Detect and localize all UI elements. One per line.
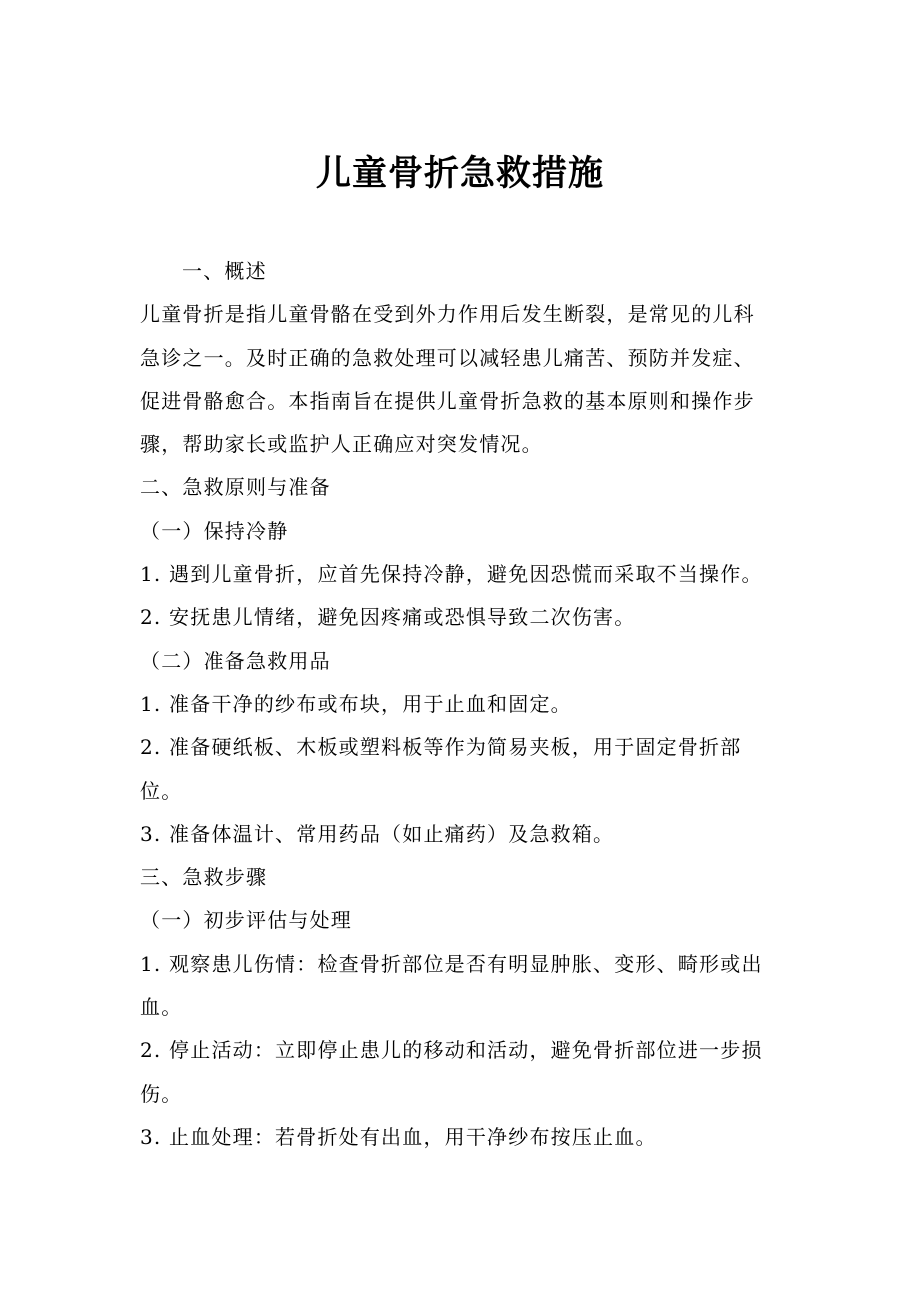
subsection-heading-supplies: （二）准备急救用品 <box>140 648 331 673</box>
subsection-heading-assessment: （一）初步评估与处理 <box>140 908 352 933</box>
paragraph-line: 促进骨骼愈合。本指南旨在提供儿童骨折急救的基本原则和操作步 <box>140 388 755 413</box>
section-heading-steps: 三、急救步骤 <box>140 865 268 890</box>
document-title: 儿童骨折急救措施 <box>315 154 604 194</box>
document-body <box>140 250 790 1159</box>
list-item: 1. 遇到儿童骨折，应首先保持冷静，避免因恐慌而采取不当操作。 <box>140 562 763 587</box>
section-heading-principles: 二、急救原则与准备 <box>140 475 331 500</box>
list-item: 1. 准备干净的纱布或布块，用于止血和固定。 <box>140 691 572 716</box>
list-item-continuation: 血。 <box>140 995 183 1020</box>
section-heading-overview: 一、概述 <box>182 259 267 283</box>
list-item: 3. 准备体温计、常用药品（如止痛药）及急救箱。 <box>140 821 615 846</box>
list-item: 2. 安抚患儿情绪，避免因疼痛或恐惧导致二次伤害。 <box>140 605 636 630</box>
paragraph-line: 急诊之一。及时正确的急救处理可以减轻患儿痛苦、预防并发症、 <box>140 345 755 370</box>
list-item: 3. 止血处理：若骨折处有出血，用干净纱布按压止血。 <box>140 1124 657 1149</box>
list-item: 2. 停止活动：立即停止患儿的移动和活动，避免骨折部位进一步损 <box>140 1038 763 1063</box>
list-item-continuation: 位。 <box>140 778 183 803</box>
subsection-heading-stay-calm: （一）保持冷静 <box>140 518 289 543</box>
list-item-continuation: 伤。 <box>140 1081 183 1106</box>
paragraph-line: 儿童骨折是指儿童骨骼在受到外力作用后发生断裂，是常见的儿科 <box>140 302 755 327</box>
list-item: 2. 准备硬纸板、木板或塑料板等作为简易夹板，用于固定骨折部 <box>140 735 742 760</box>
paragraph-line: 骤，帮助家长或监护人正确应对突发情况。 <box>140 432 543 457</box>
list-item: 1. 观察患儿伤情：检查骨折部位是否有明显肿胀、变形、畸形或出 <box>140 951 763 976</box>
